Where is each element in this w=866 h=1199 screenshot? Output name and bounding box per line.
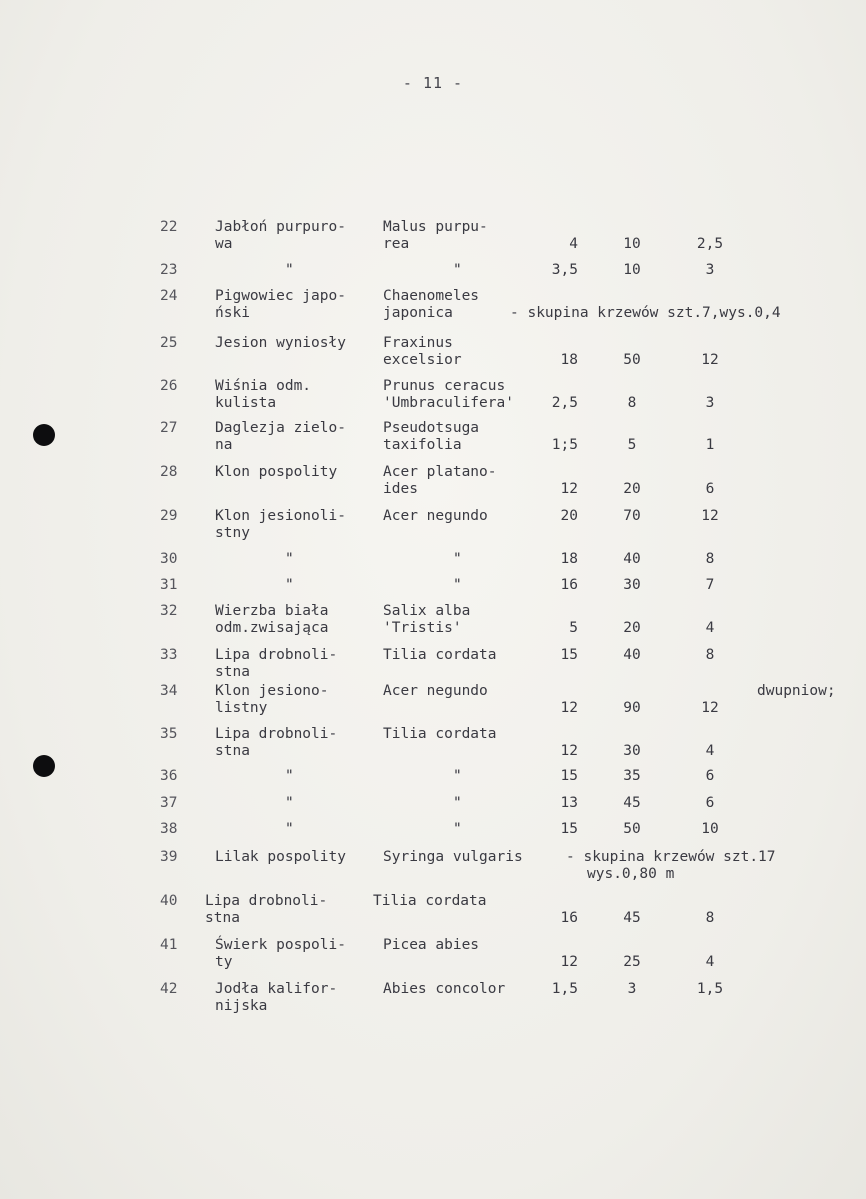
row-number: 42 xyxy=(160,981,178,997)
polish-name: Lipa drobnoli- stna xyxy=(215,726,338,759)
height-value: 90 xyxy=(623,700,641,716)
volume-value: 18 xyxy=(560,352,578,368)
diameter-value: 12 xyxy=(701,700,719,716)
height-value: 25 xyxy=(623,954,641,970)
height-value: 50 xyxy=(623,352,641,368)
polish-name: Lipa drobnoli- stna xyxy=(215,647,338,680)
row-number: 34 xyxy=(160,683,178,699)
row-number: 28 xyxy=(160,464,178,480)
latin-name: " xyxy=(453,768,462,784)
diameter-value: 8 xyxy=(705,551,715,567)
latin-name: Prunus ceracus 'Umbraculifera' xyxy=(383,378,514,411)
polish-name: Lilak pospolity xyxy=(215,849,346,865)
polish-name: " xyxy=(285,821,294,837)
volume-value: 1;5 xyxy=(551,437,578,453)
page-number: - 11 - xyxy=(402,74,464,92)
diameter-value: 1 xyxy=(705,437,715,453)
volume-value: 12 xyxy=(560,481,578,497)
latin-name: Acer negundo xyxy=(383,508,488,524)
latin-name: Salix alba 'Tristis' xyxy=(383,603,471,636)
row-number: 35 xyxy=(160,726,178,742)
row-number: 26 xyxy=(160,378,178,394)
polish-name: Pigwowiec japo- ński xyxy=(215,288,346,321)
row-number: 40 xyxy=(160,893,178,909)
latin-name: Malus purpu- rea xyxy=(383,219,488,252)
latin-name: Acer platano- ides xyxy=(383,464,497,497)
volume-value: 12 xyxy=(560,743,578,759)
row-number: 36 xyxy=(160,768,178,784)
polish-name: Jodła kalifor- nijska xyxy=(215,981,338,1014)
diameter-value: 10 xyxy=(701,821,719,837)
height-value: 10 xyxy=(623,236,641,252)
diameter-value: 4 xyxy=(705,743,715,759)
volume-value: 18 xyxy=(560,551,578,567)
polish-name: " xyxy=(285,551,294,567)
row-number: 29 xyxy=(160,508,178,524)
diameter-value: 1,5 xyxy=(696,981,724,997)
latin-name: Tilia cordata xyxy=(373,893,487,909)
volume-value: 1,5 xyxy=(551,981,578,997)
latin-name: Tilia cordata xyxy=(383,726,497,742)
row-number: 32 xyxy=(160,603,178,619)
volume-value: 16 xyxy=(560,577,578,593)
row-number: 33 xyxy=(160,647,178,663)
volume-value: 5 xyxy=(569,620,578,636)
height-value: 20 xyxy=(623,481,641,497)
row-number: 41 xyxy=(160,937,178,953)
polish-name: Wierzba biała odm.zwisająca xyxy=(215,603,329,636)
height-value: 45 xyxy=(623,795,641,811)
volume-value: 2,5 xyxy=(551,395,578,411)
latin-name: Picea abies xyxy=(383,937,480,953)
latin-name: Tilia cordata xyxy=(383,647,497,663)
volume-value: 12 xyxy=(560,700,578,716)
diameter-value: 8 xyxy=(705,910,715,926)
polish-name: Klon pospolity xyxy=(215,464,338,480)
volume-value: 15 xyxy=(560,647,578,663)
polish-name: Jabłoń purpuro- wa xyxy=(215,219,346,252)
row-note: - skupina krzewów szt.7,wys.0,4 xyxy=(510,305,781,321)
row-number: 30 xyxy=(160,551,178,567)
height-value: 70 xyxy=(623,508,641,524)
row-note-continuation: wys.0,80 m xyxy=(587,866,675,882)
height-value: 20 xyxy=(623,620,641,636)
latin-name: " xyxy=(453,577,462,593)
row-note: dwupniow; xyxy=(757,683,836,699)
diameter-value: 12 xyxy=(701,508,719,524)
punch-hole xyxy=(33,755,55,777)
volume-value: 4 xyxy=(569,236,578,252)
diameter-value: 12 xyxy=(701,352,719,368)
volume-value: 3,5 xyxy=(551,262,578,278)
diameter-value: 4 xyxy=(705,954,715,970)
row-number: 27 xyxy=(160,420,178,436)
latin-name: " xyxy=(453,262,462,278)
polish-name: " xyxy=(285,768,294,784)
polish-name: Klon jesiono- listny xyxy=(215,683,329,716)
diameter-value: 3 xyxy=(705,262,715,278)
polish-name: Lipa drobnoli- stna xyxy=(205,893,328,926)
diameter-value: 6 xyxy=(705,768,715,784)
polish-name: Świerk pospoli- ty xyxy=(215,937,346,970)
height-value: 50 xyxy=(623,821,641,837)
diameter-value: 6 xyxy=(705,795,715,811)
latin-name: Abies concolor xyxy=(383,981,506,997)
height-value: 40 xyxy=(623,647,641,663)
polish-name: Daglezja zielo- na xyxy=(215,420,346,453)
row-number: 23 xyxy=(160,262,178,278)
height-value: 8 xyxy=(627,395,637,411)
height-value: 10 xyxy=(623,262,641,278)
diameter-value: 4 xyxy=(705,620,715,636)
polish-name: " xyxy=(285,795,294,811)
row-number: 22 xyxy=(160,219,178,235)
height-value: 40 xyxy=(623,551,641,567)
row-number: 37 xyxy=(160,795,178,811)
volume-value: 13 xyxy=(560,795,578,811)
row-number: 39 xyxy=(160,849,178,865)
height-value: 45 xyxy=(623,910,641,926)
height-value: 3 xyxy=(627,981,637,997)
latin-name: Fraxinus excelsior xyxy=(383,335,462,368)
row-number: 38 xyxy=(160,821,178,837)
punch-hole xyxy=(33,424,55,446)
diameter-value: 6 xyxy=(705,481,715,497)
volume-value: 20 xyxy=(560,508,578,524)
diameter-value: 8 xyxy=(705,647,715,663)
latin-name: Chaenomeles japonica xyxy=(383,288,480,321)
volume-value: 15 xyxy=(560,768,578,784)
latin-name: " xyxy=(453,795,462,811)
volume-value: 12 xyxy=(560,954,578,970)
polish-name: Jesion wyniosły xyxy=(215,335,346,351)
height-value: 5 xyxy=(627,437,637,453)
latin-name: Pseudotsuga taxifolia xyxy=(383,420,480,453)
latin-name: Syringa vulgaris xyxy=(383,849,523,865)
row-note: - skupina krzewów szt.17 xyxy=(566,849,776,865)
height-value: 30 xyxy=(623,743,641,759)
diameter-value: 7 xyxy=(705,577,715,593)
polish-name: Klon jesionoli- stny xyxy=(215,508,346,541)
latin-name: Acer negundo xyxy=(383,683,488,699)
volume-value: 16 xyxy=(560,910,578,926)
polish-name: Wiśnia odm. kulista xyxy=(215,378,312,411)
latin-name: " xyxy=(453,821,462,837)
height-value: 30 xyxy=(623,577,641,593)
row-number: 31 xyxy=(160,577,178,593)
diameter-value: 2,5 xyxy=(696,236,724,252)
latin-name: " xyxy=(453,551,462,567)
polish-name: " xyxy=(285,262,294,278)
polish-name: " xyxy=(285,577,294,593)
height-value: 35 xyxy=(623,768,641,784)
row-number: 24 xyxy=(160,288,178,304)
volume-value: 15 xyxy=(560,821,578,837)
row-number: 25 xyxy=(160,335,178,351)
diameter-value: 3 xyxy=(705,395,715,411)
